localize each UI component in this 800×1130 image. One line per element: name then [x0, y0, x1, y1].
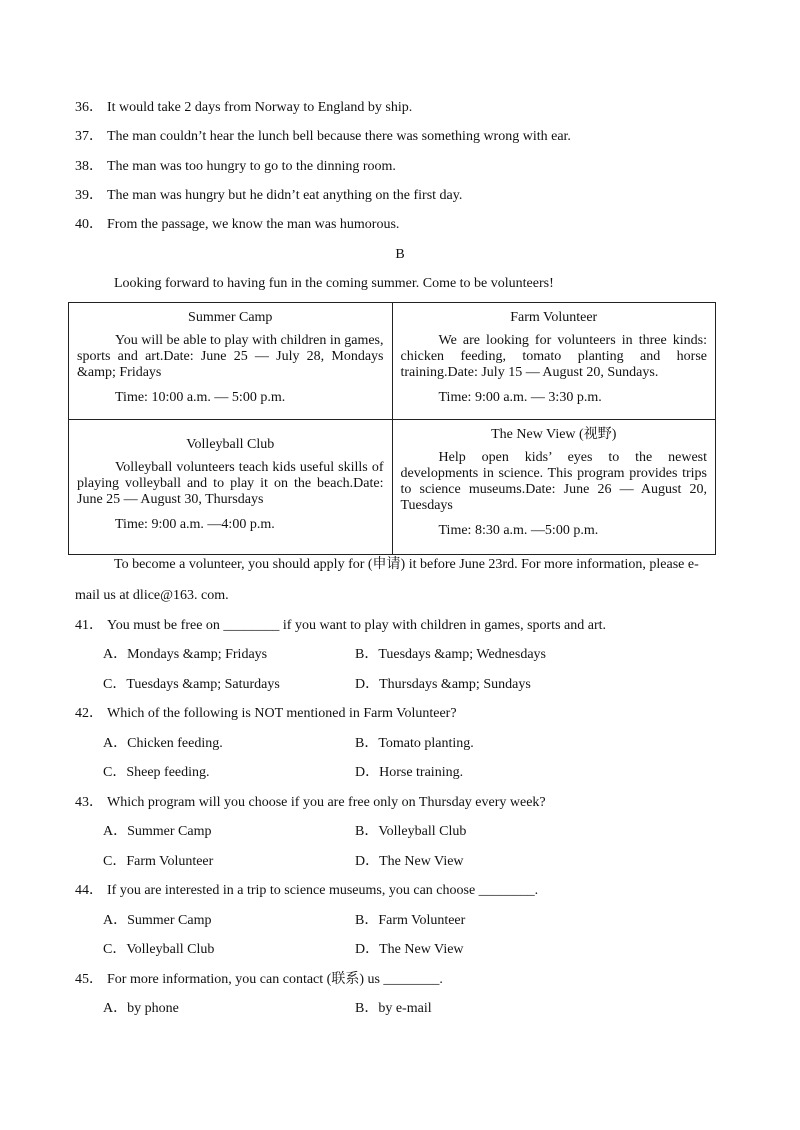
question-number: 41． — [75, 618, 103, 633]
question-37 — [75, 128, 571, 146]
option-c: C．Farm Volunteer — [103, 854, 214, 869]
option-d: D．Horse training. — [355, 765, 464, 780]
cell-time: Time: 9:00 a.m. — 3:30 p.m. — [438, 390, 602, 405]
question-text: You must be free on ________ if you want to play with children in games, sports and art. — [107, 618, 607, 633]
option-b: B．Volleyball Club — [355, 824, 467, 839]
volleyball-club-cell — [69, 420, 393, 555]
question-text: Which of the following is NOT mentioned in Farm Volunteer? — [107, 706, 457, 721]
question-number: 43． — [75, 795, 103, 810]
question-36 — [75, 99, 412, 117]
volunteer-table — [68, 302, 716, 555]
option-a: A．Summer Camp — [103, 913, 212, 928]
option-b: B．by e-mail — [355, 1001, 432, 1016]
question-number: 40． — [75, 217, 103, 232]
cell-time: Time: 10:00 a.m. — 5:00 p.m. — [115, 390, 286, 405]
option-b: B．Farm Volunteer — [355, 913, 466, 928]
option-c: C．Volleyball Club — [103, 942, 215, 957]
cell-time: Time: 8:30 a.m. —5:00 p.m. — [438, 523, 599, 538]
question-number: 36． — [75, 100, 103, 115]
summer-camp-cell — [69, 303, 393, 420]
option-b: B．Tomato planting. — [355, 736, 474, 751]
question-number: 38． — [75, 159, 103, 174]
question-text: For more information, you can contact (联系) us ________. — [107, 972, 443, 987]
question-41 — [75, 617, 606, 635]
section-heading: B — [395, 247, 405, 262]
question-43 — [75, 794, 546, 812]
question-39 — [75, 187, 462, 205]
option-a: A．by phone — [103, 1001, 179, 1016]
cell-title: Summer Camp — [188, 310, 273, 325]
option-a: A．Chicken feeding. — [103, 736, 223, 751]
question-40 — [75, 216, 399, 234]
cell-time: Time: 9:00 a.m. —4:00 p.m. — [115, 517, 275, 532]
option-c: C．Tuesdays &amp; Saturdays — [103, 677, 280, 692]
cell-body: We are looking for volunteers in three kinds: chicken feeding, tomato planting and horse training.Date: July 15 — August 20, Sundays. — [400, 333, 707, 380]
section-intro: Looking forward to having fun in the coming summer. Come to be volunteers! — [114, 276, 554, 291]
question-text: The man couldn’t hear the lunch bell because there was something wrong with ear. — [107, 129, 571, 144]
question-text: Which program will you choose if you are free only on Thursday every week? — [107, 795, 546, 810]
question-45 — [75, 971, 443, 989]
apply-note-line-2: mail us at dlice@163. com. — [75, 588, 229, 603]
option-d: D．Thursdays &amp; Sundays — [355, 677, 531, 692]
cell-body: You will be able to play with children in games, sports and art.Date: June 25 — July 28, Mondays &amp; Fridays — [77, 333, 384, 380]
option-a: A．Summer Camp — [103, 824, 212, 839]
question-number: 42． — [75, 706, 103, 721]
question-text: The man was too hungry to go to the dinning room. — [107, 159, 396, 174]
option-a: A．Mondays &amp; Fridays — [103, 647, 268, 662]
question-text: If you are interested in a trip to science museums, you can choose ________. — [107, 883, 539, 898]
question-number: 39． — [75, 188, 103, 203]
new-view-cell — [392, 420, 716, 555]
cell-body: Volleyball volunteers teach kids useful skills of playing volleyball and to play it on the beach.Date: June 25 — August 30, Thursdays — [77, 460, 384, 507]
question-number: 45． — [75, 972, 103, 987]
question-number: 44． — [75, 883, 103, 898]
farm-volunteer-cell — [392, 303, 716, 420]
option-c: C．Sheep feeding. — [103, 765, 210, 780]
question-38 — [75, 158, 396, 176]
cell-title: Volleyball Club — [186, 437, 275, 452]
question-text: The man was hungry but he didn’t eat anything on the first day. — [107, 188, 463, 203]
option-d: D．The New View — [355, 942, 464, 957]
option-d: D．The New View — [355, 854, 464, 869]
question-42 — [75, 705, 457, 723]
question-text: It would take 2 days from Norway to England by ship. — [107, 100, 413, 115]
question-number: 37． — [75, 129, 103, 144]
question-text: From the passage, we know the man was humorous. — [107, 217, 400, 232]
cell-title: Farm Volunteer — [510, 310, 598, 325]
cell-body: Help open kids’ eyes to the newest developments in science. This program provides trips to science museums.Date: June 26 — August 20, Tuesdays — [400, 450, 707, 513]
cell-title: The New View (视野) — [491, 427, 617, 442]
apply-note-line-1: To become a volunteer, you should apply for (申请) it before June 23rd. For more information, please e- — [114, 557, 699, 572]
question-44 — [75, 882, 538, 900]
option-b: B．Tuesdays &amp; Wednesdays — [355, 647, 546, 662]
